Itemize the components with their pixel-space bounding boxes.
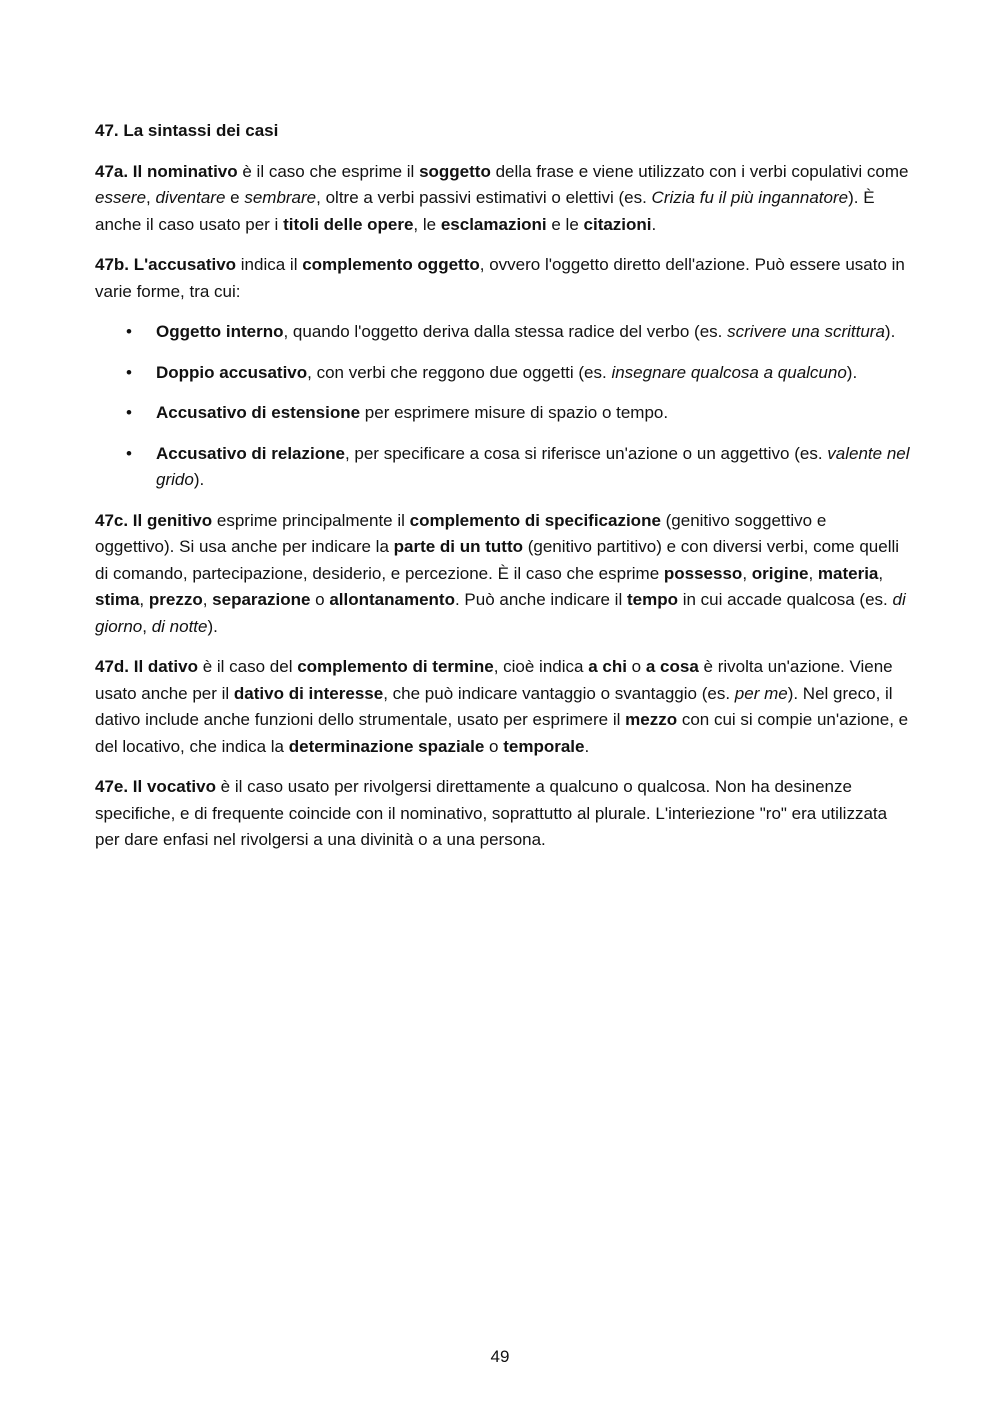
bold-term: origine: [751, 563, 809, 583]
italic-example: valente nel grido: [156, 443, 910, 489]
bold-term: mezzo: [625, 710, 678, 729]
bold-term: 47a. Il nominativo: [95, 161, 238, 181]
bold-term: complemento di termine: [297, 657, 494, 676]
text-run: ,: [878, 563, 884, 583]
bold-term: complemento di specificazione: [409, 510, 661, 530]
text-run: ,: [146, 188, 156, 207]
text-run: , oltre a verbi passivi estimativi o elettivi (es.: [316, 188, 652, 207]
paragraph-dativo: [95, 654, 910, 760]
italic-example: diventare: [155, 188, 226, 207]
text-run: ).: [846, 362, 858, 382]
text-run: per esprimere misure di spazio o tempo.: [360, 403, 669, 422]
bold-term: tempo: [626, 590, 678, 609]
text-run: in cui accade qualcosa (es.: [677, 590, 893, 609]
bold-term: Accusativo di relazione: [156, 443, 345, 463]
list-item: [95, 360, 910, 387]
text-run: è il caso del: [197, 657, 298, 676]
bold-term: determinazione spaziale: [288, 736, 485, 756]
text-run: ,: [139, 590, 149, 609]
bold-term: Accusativo di estensione: [156, 403, 361, 422]
bold-term: Doppio accusativo: [156, 362, 308, 382]
text-run: . Può anche indicare il: [454, 590, 627, 609]
page-content: [95, 118, 910, 868]
text-run: indica il: [236, 255, 303, 274]
text-run: ).: [884, 322, 896, 341]
italic-example: essere: [95, 188, 147, 207]
bold-term: 47d. Il dativo: [95, 657, 198, 676]
text-run: della frase e viene utilizzato con i verbi copulativi come: [490, 161, 909, 181]
italic-example: insegnare qualcosa a qualcuno: [611, 362, 847, 382]
list-item: [95, 441, 910, 494]
bold-term: 47b. L'accusativo: [95, 255, 237, 274]
bold-term: allontanamento: [329, 590, 455, 609]
text-run: .: [584, 736, 590, 756]
list-item: [95, 400, 910, 427]
text-run: o: [484, 736, 504, 756]
text-run: ,: [808, 563, 818, 583]
paragraph-nominativo: [95, 159, 910, 239]
italic-example: sembrare: [244, 188, 317, 207]
text-run: e: [225, 188, 245, 207]
page-number: 49: [490, 1347, 510, 1366]
text-run: , quando l'oggetto deriva dalla stessa radice del verbo (es.: [283, 322, 728, 341]
accusative-forms-list: [95, 319, 910, 494]
bold-term: titoli delle opere: [283, 214, 414, 234]
text-run: , con verbi che reggono due oggetti (es.: [307, 362, 612, 382]
bold-term: separazione: [212, 590, 311, 609]
list-item: [95, 319, 910, 346]
text-run: ,: [202, 590, 213, 609]
text-run: .: [651, 214, 657, 234]
text-run: , che può indicare vantaggio o svantaggio (es.: [383, 683, 735, 703]
italic-example: di giorno: [95, 590, 906, 636]
paragraph-accusativo: [95, 252, 910, 305]
paragraph-vocativo: [95, 774, 910, 854]
bullet-icon: •: [126, 362, 132, 382]
list-item-text: [156, 322, 895, 341]
text-run: ,: [742, 563, 752, 583]
bold-term: soggetto: [419, 161, 491, 181]
text-run: o: [626, 657, 646, 676]
bold-term: stima: [95, 590, 140, 609]
text-run: ). È anche il caso usato per i: [95, 188, 875, 234]
bold-term: Oggetto interno: [156, 322, 284, 341]
text-run: (genitivo soggettivo e oggettivo). Si usa anche per indicare la: [95, 510, 827, 556]
text-run: e le: [546, 214, 584, 234]
bold-term: 47e. Il vocativo: [95, 777, 216, 796]
bold-term: a chi: [588, 657, 627, 676]
text-run: , ovvero l'oggetto diretto dell'azione. Può essere usato in varie forme, tra cui:: [95, 255, 905, 301]
text-run: ).: [193, 470, 205, 489]
text-run: , per specificare a cosa si riferisce un'azione o un aggettivo (es.: [344, 443, 828, 463]
list-item-text: [156, 363, 857, 382]
text-run: con cui si compie un'azione, e del locativo, che indica la: [95, 710, 909, 756]
bold-term: prezzo: [148, 590, 203, 609]
list-item-text: [156, 403, 668, 422]
section-title: 47. La sintassi dei casi: [95, 121, 279, 140]
paragraph-genitivo: [95, 508, 910, 641]
text-run: (genitivo partitivo) e con diversi verbi, come quelli di comando, partecipazione, desiderio, e percezione. È il caso che esprime: [95, 537, 900, 583]
bold-term: 47c. Il genitivo: [95, 510, 213, 530]
text-run: esprime principalmente il: [212, 510, 410, 530]
bold-term: complemento oggetto: [302, 255, 480, 274]
bold-term: parte di un tutto: [393, 537, 523, 556]
bold-term: possesso: [663, 563, 743, 583]
bold-term: a cosa: [645, 657, 699, 676]
italic-example: di notte: [151, 616, 208, 636]
text-run: è rivolta un'azione. Viene usato anche per il: [95, 657, 893, 703]
bold-term: temporale: [503, 736, 585, 756]
bold-term: esclamazioni: [440, 214, 547, 234]
bold-term: citazioni: [583, 214, 652, 234]
text-run: è il caso usato per rivolgersi direttamente a qualcuno o qualcosa. Non ha desinenze specifiche, e di frequente coincide con il nominativo, soprattutto al plurale. L'interiezione "ro" era utilizzata per dare enfasi nel rivolgersi a una divinità o a una persona.: [95, 777, 888, 849]
text-run: ,: [142, 616, 152, 636]
italic-example: per me: [734, 683, 788, 703]
list-item-text: [156, 444, 910, 490]
text-run: è il caso che esprime il: [237, 161, 420, 181]
bullet-icon: •: [126, 403, 132, 422]
text-run: , le: [413, 214, 441, 234]
text-run: o: [310, 590, 330, 609]
italic-example: scrivere una scrittura: [727, 322, 885, 341]
bold-term: materia: [817, 563, 879, 583]
bullet-icon: •: [126, 443, 132, 463]
bullet-icon: •: [126, 322, 132, 341]
italic-example: Crizia fu il più ingannatore: [651, 188, 849, 207]
text-run: , cioè indica: [493, 657, 589, 676]
bold-term: dativo di interesse: [233, 683, 384, 703]
text-run: ). Nel greco, il dativo include anche funzioni dello strumentale, usato per esprimere il: [95, 683, 893, 729]
text-run: ).: [207, 616, 218, 636]
